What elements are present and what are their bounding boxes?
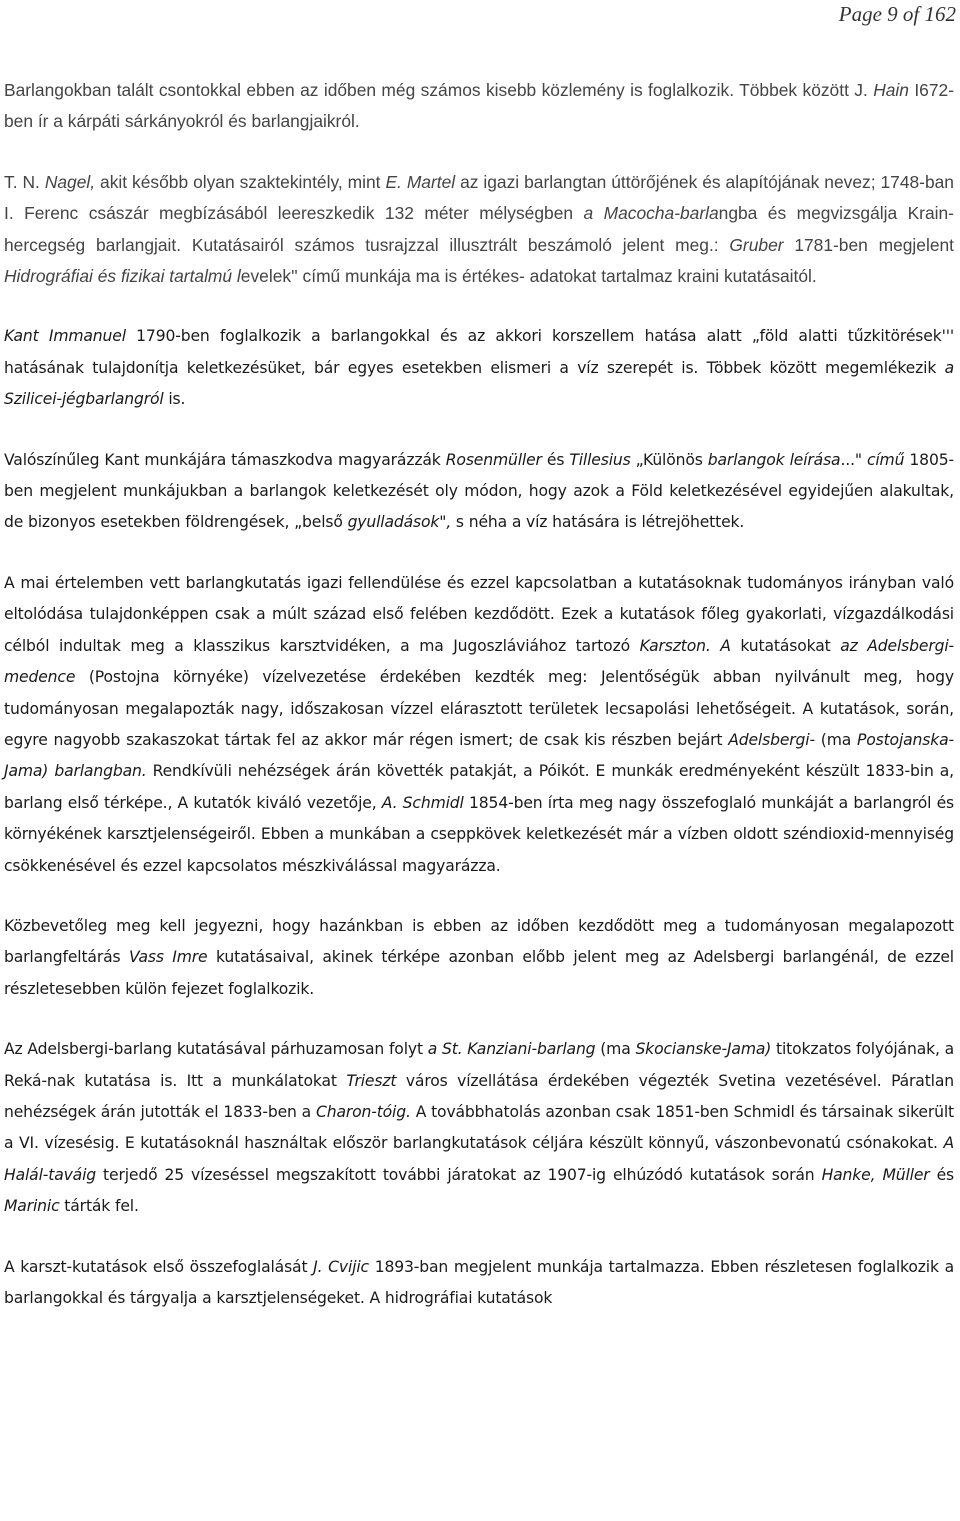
italic-text-run: gyulladások", bbox=[347, 513, 452, 532]
text-run: Rendkívüli nehézségek árán követték patakját, a Póikót. E munkák eredményeként készült 1833-bin a, barlang első térképe., A kutatók kiváló vezetője, bbox=[4, 762, 954, 812]
text-run: (ma bbox=[595, 1040, 636, 1059]
text-run: Barlangokban talált csontokkal ebben az időben még számos kisebb közlemény is foglalkozik. Többek között J. bbox=[4, 80, 874, 100]
text-run: 1790-ben foglalkozik a barlangokkal és az akkori korszellem hatása alatt „föld alatti tűzkitörések''' hatásának tulajdonítja keletkezésüket, bár egyes esetekben elismeri a víz szerepét is. Többek között megemlékezik bbox=[4, 327, 954, 377]
text-run: és bbox=[929, 1165, 955, 1184]
text-run: (Postojna környéke) vízelvezetése érdekében kezdték meg: Jelentőségük abban nyilvánult meg, hogy tudományosan megalapozták nagy, időszakosan vízzel elárasztott területek lecsapolási lehetőségeit. A kutatások, során, egyre nagyobb szakaszokat tártak fel az akkor már régen ismert; de csak kis részben bejárt bbox=[4, 668, 954, 749]
text-run: ..." bbox=[840, 450, 867, 469]
text-run: kutatásaival, akinek térképe azonban előbb jelent meg az Adelsbergi barlangénál, de ezzel részletesebben külön fejezet foglalkozik. bbox=[4, 948, 954, 998]
paragraph-3 bbox=[4, 321, 954, 415]
italic-text-run: Rosenmüller bbox=[445, 450, 542, 469]
text-run: Közbevetőleg meg kell jegyezni, hogy hazánkban is ebben az időben kezdődött meg a tudományosan megalapozott barlangfeltárás bbox=[4, 916, 954, 967]
text-run: T. N. bbox=[4, 171, 45, 192]
text-run: A karszt-kutatások első összefoglalását bbox=[4, 1257, 314, 1276]
paragraph-2 bbox=[4, 167, 954, 293]
italic-text-run: Hain bbox=[873, 80, 909, 100]
text-run: „Különös bbox=[630, 450, 708, 469]
paragraph-7 bbox=[4, 1034, 954, 1222]
text-run: akit később olyan szaktekintély, mint bbox=[95, 171, 386, 192]
italic-text-run: Skocianske-Jama) bbox=[635, 1040, 772, 1059]
italic-text-run: Vass Imre bbox=[128, 948, 208, 967]
italic-text-run: Charon-tóig. bbox=[315, 1102, 411, 1121]
italic-text-run: Hidrográfiai és fizikai tartalmú l bbox=[4, 266, 241, 287]
text-run: kutatásokat bbox=[730, 636, 841, 655]
text-run: 1805-ben megjelent munkájukban a barlangok keletkezését oly módon, hogy azok a Föld keletkezésével egyidejűen alakultak, de bizonyos esetekben földrengések, „belső bbox=[4, 450, 954, 532]
paragraph-8 bbox=[4, 1252, 954, 1315]
italic-text-run: J. Cvijic bbox=[313, 1257, 369, 1276]
italic-text-run: Tillesius bbox=[569, 450, 631, 469]
paragraph-4 bbox=[4, 445, 954, 539]
text-run: ngba és megvizsgálja Krain-hercegség barlangjait. Kutatásairól számos tusrajzzal illusztrált beszámoló jelent meg.: bbox=[4, 203, 954, 255]
text-run: 1893-ban megjelent munkája tartalmazza. Ebben részletesen foglalkozik a barlangokkal és tárgyalja a karsztjelenségeket. A hidrográfiai kutatások bbox=[4, 1257, 954, 1307]
text-run: tárták fel. bbox=[59, 1197, 139, 1216]
paragraph-5 bbox=[4, 568, 954, 882]
italic-text-run: Marinic bbox=[4, 1197, 60, 1216]
italic-text-run: című bbox=[866, 450, 905, 469]
text-run: Az Adelsbergi-barlang kutatásával párhuzamosan folyt bbox=[4, 1040, 428, 1059]
text-run: is. bbox=[163, 390, 186, 409]
text-run: (ma bbox=[814, 730, 857, 749]
text-run bbox=[593, 203, 603, 223]
italic-text-run: Gruber bbox=[729, 234, 784, 255]
text-run: A mai értelemben vett barlangkutatás igazi fellendülése és ezzel kapcsolatban a kutatásoknak tudományos irányban való eltolódása tulajdonképpen csak a múlt század első felében kezdődött. Ezek a kutatások főleg gyakorlati, vízgazdálkodási célból indultak meg a klasszikus karsztvidéken, a ma Jugoszláviához tartozó bbox=[4, 573, 954, 655]
paragraph-1 bbox=[4, 75, 954, 138]
text-run: evelek'' című munkája ma is értékes- adatokat tartalmaz kraini kutatásaitól. bbox=[240, 266, 817, 287]
italic-text-run: A. Schmidl bbox=[381, 793, 464, 812]
italic-text-run: E. Martel bbox=[385, 171, 456, 192]
text-run: titokzatos folyójának, a Reká-nak kutatása is. Itt a munkálatokat bbox=[4, 1040, 954, 1090]
italic-text-run: Trieszt bbox=[346, 1071, 397, 1090]
italic-text-run: Postojanska-Jama) barlangban. bbox=[4, 730, 955, 781]
italic-text-run: Karszton. A bbox=[639, 636, 731, 655]
italic-text-run: a bbox=[583, 203, 594, 224]
text-run: város vízellátása érdekében végezték Svetina vezetésével. Páratlan nehézségek árán jutották el 1833-ben a bbox=[4, 1071, 954, 1121]
text-run: A továbbhatolás azonban csak 1851-ben Schmidl és társainak sikerült a VI. vízesésig. E kutatásoknál használtak először barlangkutatások céljára készült könnyű, vászonbevonatú csónakokat. bbox=[4, 1102, 954, 1153]
italic-text-run: Macocha-barla bbox=[603, 203, 719, 224]
paragraph-6 bbox=[4, 911, 954, 1005]
text-run: és bbox=[541, 450, 570, 469]
italic-text-run: az Adelsbergi-medence bbox=[4, 636, 955, 687]
italic-text-run: barlangok leírása bbox=[707, 450, 841, 469]
italic-text-run: A Halál-taváig bbox=[4, 1134, 954, 1184]
italic-text-run: a Szilicei-jégbarlangról bbox=[4, 358, 954, 409]
italic-text-run: Nagel, bbox=[44, 171, 96, 192]
text-run: az igazi barlangtan úttörőjének és alapítójának nevez; 1748-ban I. Ferenc császár megbízásából leereszkedik 132 méter mélységben bbox=[4, 171, 954, 224]
text-run: s néha a víz hatására is létrejöhettek. bbox=[451, 513, 745, 532]
text-run: Valószínűleg Kant munkájára támaszkodva magyarázzák bbox=[4, 450, 446, 469]
text-run: I672-ben ír a kárpáti sárkányokról és barlangjaikról. bbox=[4, 80, 954, 132]
document-body bbox=[4, 75, 954, 1343]
text-run: 1781-ben megjelent bbox=[783, 234, 955, 255]
italic-text-run: Hanke, Müller bbox=[821, 1165, 930, 1184]
italic-text-run: Kant Immanuel bbox=[4, 327, 126, 346]
italic-text-run: Adelsbergi- bbox=[728, 730, 815, 749]
text-run: terjedő 25 vízeséssel megszakított további járatokat az 1907-ig elhúzódó kutatások során bbox=[96, 1165, 822, 1184]
page-number: Page 9 of 162 bbox=[838, 2, 956, 26]
italic-text-run: a St. Kanziani-barlang bbox=[427, 1040, 596, 1059]
text-run: 1854-ben írta meg nagy összefoglaló munkáját a barlangról és környékének karsztjelenségeiről. Ebben a munkában a cseppkövek keletkezését már a vízben oldott széndioxid-mennyiség csökkenésével és ezzel kapcsolatos mészkiválással magyarázza. bbox=[4, 793, 954, 875]
